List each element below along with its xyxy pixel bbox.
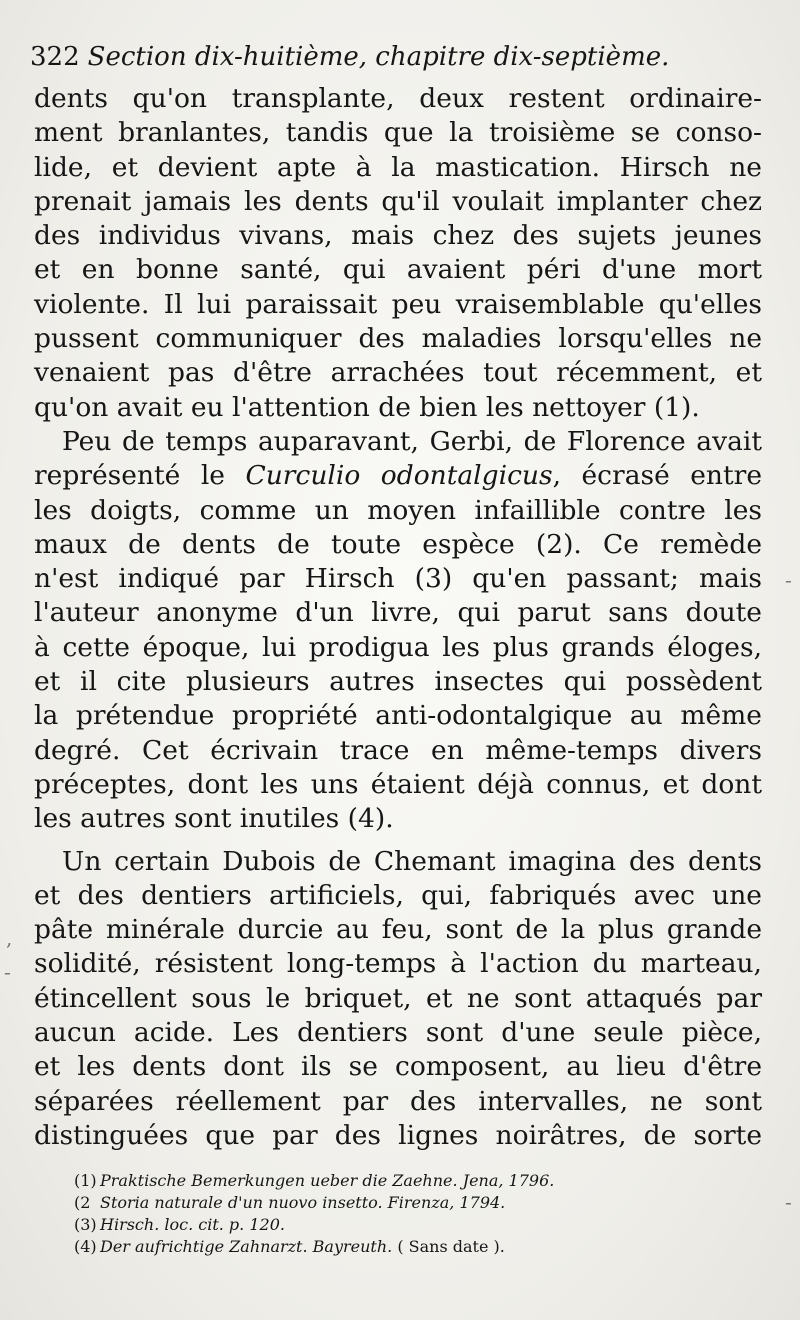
text-line: et les dents dont ils se composent, au lieu d'être [34, 1051, 762, 1083]
footnote [74, 1236, 754, 1258]
text-line: lide, et devient apte à la mastication. Hirsch ne [34, 151, 762, 183]
text-line: pâte minérale durcie au feu, sont de la plus grande [34, 914, 762, 946]
text-line: maux de dents de toute espèce (2). Ce remède [34, 528, 762, 560]
text-line: pussent communiquer des maladies lorsqu'elles ne [34, 323, 762, 355]
text-line: Un certain Dubois de Chemant imagina des dents [62, 845, 762, 877]
text-line: degré. Cet écrivain trace en même-temps divers [34, 734, 762, 766]
footnote [74, 1214, 754, 1236]
species-name: Curculio odontalgicus [245, 460, 553, 492]
text-segment: , écrasé entre [552, 460, 762, 492]
text-line: étincellent sous le briquet, et ne sont attaqués par [34, 982, 762, 1014]
text-line: solidité, résistent long-temps à l'action du marteau, [34, 948, 762, 980]
text-line [34, 459, 762, 493]
text-line: et il cite plusieurs autres insectes qui possèdent [34, 666, 762, 698]
text-line: les autres sont inutiles (4). [34, 803, 394, 835]
footnote [74, 1192, 754, 1214]
text-line: violente. Il lui paraissait peu vraisemblable qu'elles [34, 288, 762, 320]
text-line: n'est indiqué par Hirsch (3) qu'en passant; mais [34, 563, 762, 595]
text-line: les doigts, comme un moyen infaillible contre les [34, 494, 762, 526]
text-line: aucun acide. Les dentiers sont d'une seule pièce, [34, 1017, 762, 1049]
body-text [34, 82, 762, 1153]
footnote [74, 1170, 754, 1192]
paragraph-gap [34, 837, 762, 845]
text-line: et en bonne santé, qui avaient péri d'une mort [34, 254, 762, 286]
text-line: ment branlantes, tandis que la troisième se conso- [34, 117, 762, 149]
running-header [30, 42, 730, 72]
margin-mark: - [785, 1190, 792, 1214]
text-line: séparées réellement par des intervalles, ne sont [34, 1085, 762, 1117]
text-line: préceptes, dont les uns étaient déjà connus, et dont [34, 768, 762, 800]
footnote-text: Hirsch. loc. cit. p. 120. [100, 1215, 285, 1234]
text-line: dents qu'on transplante, deux restent ordinaire- [34, 83, 762, 114]
text-line: la prétendue propriété anti-odontalgique au même [34, 700, 762, 732]
text-line: prenait jamais les dents qu'il voulait implanter chez [34, 185, 762, 217]
page-number: 322 [30, 42, 80, 72]
text-line: qu'on avait eu l'attention de bien les nettoyer (1). [34, 391, 700, 423]
footnote-number: (3) [74, 1215, 97, 1234]
text-segment: représenté le [34, 460, 246, 492]
margin-mark: - [785, 568, 792, 592]
footnote-number: (4) [74, 1237, 97, 1256]
text-line: et des dentiers artificiels, qui, fabriqués avec une [34, 879, 762, 911]
footnote-text: Der aufrichtige Zahnarzt. Bayreuth. [100, 1237, 393, 1256]
text-line: venaient pas d'être arrachées tout récemment, et [34, 357, 762, 389]
margin-mark: - [4, 960, 11, 984]
margin-mark: , [6, 926, 13, 950]
footnote-text: Storia naturale d'un nuovo insetto. Firenza, 1794. [100, 1193, 506, 1212]
footnote-number: (2 [74, 1193, 91, 1212]
text-line: Peu de temps auparavant, Gerbi, de Florence avait [62, 425, 762, 457]
footnote-number: (1) [74, 1171, 97, 1190]
footnotes [74, 1170, 754, 1258]
text-line: distinguées que par des lignes noirâtres, de sorte [34, 1119, 762, 1151]
footnote-text: Praktische Bemerkungen ueber die Zaehne. Jena, 1796. [100, 1171, 555, 1190]
footnote-note: ( Sans date ). [397, 1237, 505, 1256]
text-line: l'auteur anonyme d'un livre, qui parut sans doute [34, 597, 762, 629]
text-line: des individus vivans, mais chez des sujets jeunes [34, 220, 762, 252]
text-line: à cette époque, lui prodigua les plus grands éloges, [34, 631, 762, 663]
running-title: Section dix-huitième, chapitre dix-septième. [87, 42, 670, 72]
